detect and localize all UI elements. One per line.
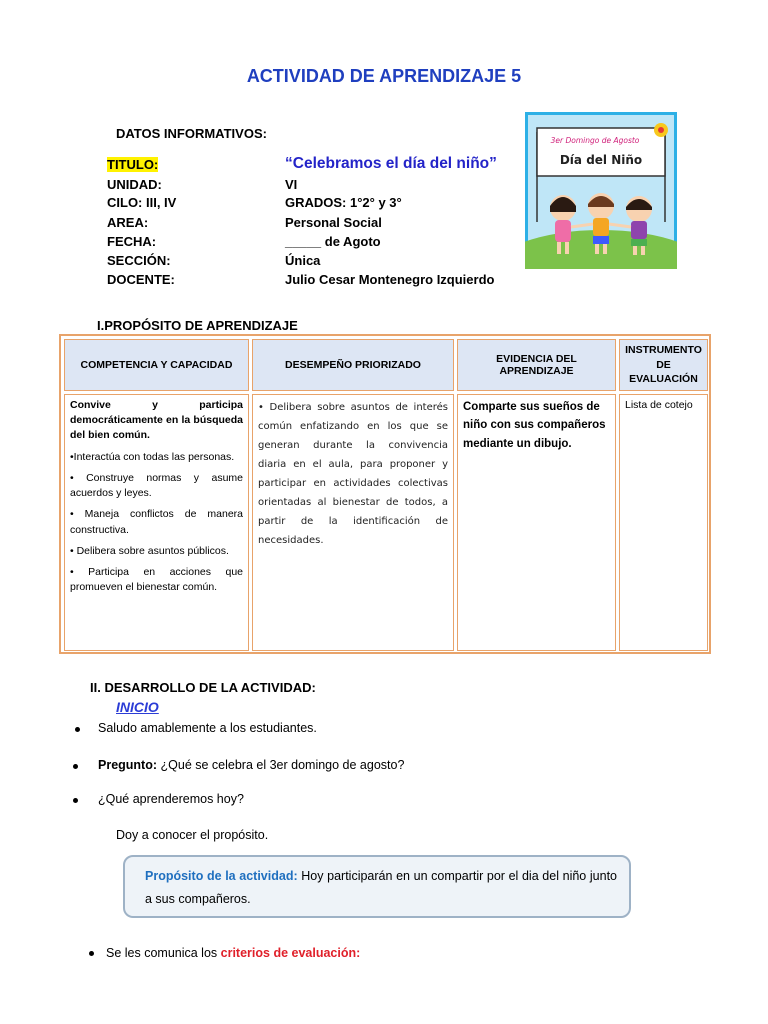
info-label-unidad: UNIDAD: — [107, 177, 162, 192]
criterios-highlight: criterios de evaluación: — [220, 946, 361, 960]
criterios-intro: Se les comunica los — [106, 946, 221, 960]
info-value-fecha: _____ de Agoto — [285, 234, 381, 249]
info-value-titulo: “Celebramos el día del niño” — [285, 155, 497, 172]
proposito-text: Hoy participarán en un compartir por el dia del niño junto a sus compañeros. — [145, 869, 617, 907]
banner-main-text: Día del Niño — [559, 153, 643, 167]
info-value-unidad: VI — [285, 177, 298, 192]
info-value-seccion: Única — [285, 253, 321, 268]
datos-informativos-heading: DATOS INFORMATIVOS: — [116, 126, 267, 141]
capacidad-item: • Delibera sobre asuntos públicos. — [70, 544, 229, 557]
capacidad-item: • Construye normas y asume acuerdos y leyes. — [70, 471, 243, 500]
doy-a-conocer-paragraph: Doy a conocer el propósito. — [116, 828, 269, 842]
pregunto-label: Pregunto: — [98, 758, 158, 772]
info-label-titulo — [107, 157, 158, 172]
capacidad-item: • Participa en acciones que promueven el bienestar común. — [70, 565, 243, 594]
info-label-docente: DOCENTE: — [107, 272, 175, 287]
header-instrumento: INSTRUMENTO DE EVALUACIÓN — [619, 339, 708, 391]
bullet-dot — [73, 764, 78, 769]
proposito-table — [59, 334, 711, 654]
bullet-saludo: Saludo amablemente a los estudiantes. — [98, 721, 317, 735]
banner-top-text: 3er Domingo de Agosto — [550, 136, 640, 145]
cell-desempeno: • Delibera sobre asuntos de interés común enfatizando en los que se generan durante la convivencia diaria en el aula, para proponer y participar en actividades colectivas orientadas al bienestar de todos, a partir de la identificación de necesidades. — [252, 394, 454, 651]
info-value-docente: Julio Cesar Montenegro Izquierdo — [285, 272, 495, 287]
page-title: ACTIVIDAD DE APRENDIZAJE 5 — [246, 66, 522, 86]
section-1-heading: I.PROPÓSITO DE APRENDIZAJE — [97, 318, 298, 333]
cell-instrumento: Lista de cotejo — [619, 394, 708, 651]
capacidad-item: • Maneja conflictos de manera constructiva. — [70, 508, 243, 536]
info-value-grados: GRADOS: 1°2° y 3° — [285, 195, 402, 210]
header-competencia: COMPETENCIA Y CAPACIDAD — [64, 339, 249, 391]
info-label-ciclo: CILO: III, IV — [107, 195, 177, 210]
proposito-label: Propósito de la actividad: — [145, 869, 298, 883]
pregunto-question: ¿Qué se celebra el 3er domingo de agosto? — [157, 758, 405, 772]
dia-del-nino-illustration — [525, 112, 677, 269]
cell-competencia — [64, 394, 249, 651]
bullet-dot — [75, 727, 80, 732]
info-label-seccion: SECCIÓN: — [107, 253, 171, 268]
proposito-box — [123, 855, 631, 918]
header-evidencia: EVIDENCIA DEL APRENDIZAJE — [457, 339, 616, 391]
titulo-label: TITULO: — [107, 157, 159, 172]
info-value-area: Personal Social — [285, 215, 382, 230]
bullet-dot — [73, 798, 78, 803]
competencia-title: Convive y participa democráticamente en la búsqueda del bien común. — [70, 399, 243, 442]
inicio-heading: INICIO — [116, 699, 159, 715]
bullet-pregunto — [98, 758, 404, 772]
header-desempeno: DESEMPEÑO PRIORIZADO — [252, 339, 454, 391]
cell-evidencia: Comparte sus sueños de niño con sus compañeros mediante un dibujo. — [457, 394, 616, 651]
section-2-heading: II. DESARROLLO DE LA ACTIVIDAD: — [90, 680, 316, 695]
bullet-criterios — [106, 946, 360, 960]
bullet-dot — [89, 951, 94, 956]
info-label-area: AREA: — [107, 215, 149, 230]
capacidad-item: •Interactúa con todas las personas. — [70, 450, 235, 463]
bullet-aprenderemos: ¿Qué aprenderemos hoy? — [98, 792, 244, 806]
info-label-fecha: FECHA: — [107, 234, 157, 249]
